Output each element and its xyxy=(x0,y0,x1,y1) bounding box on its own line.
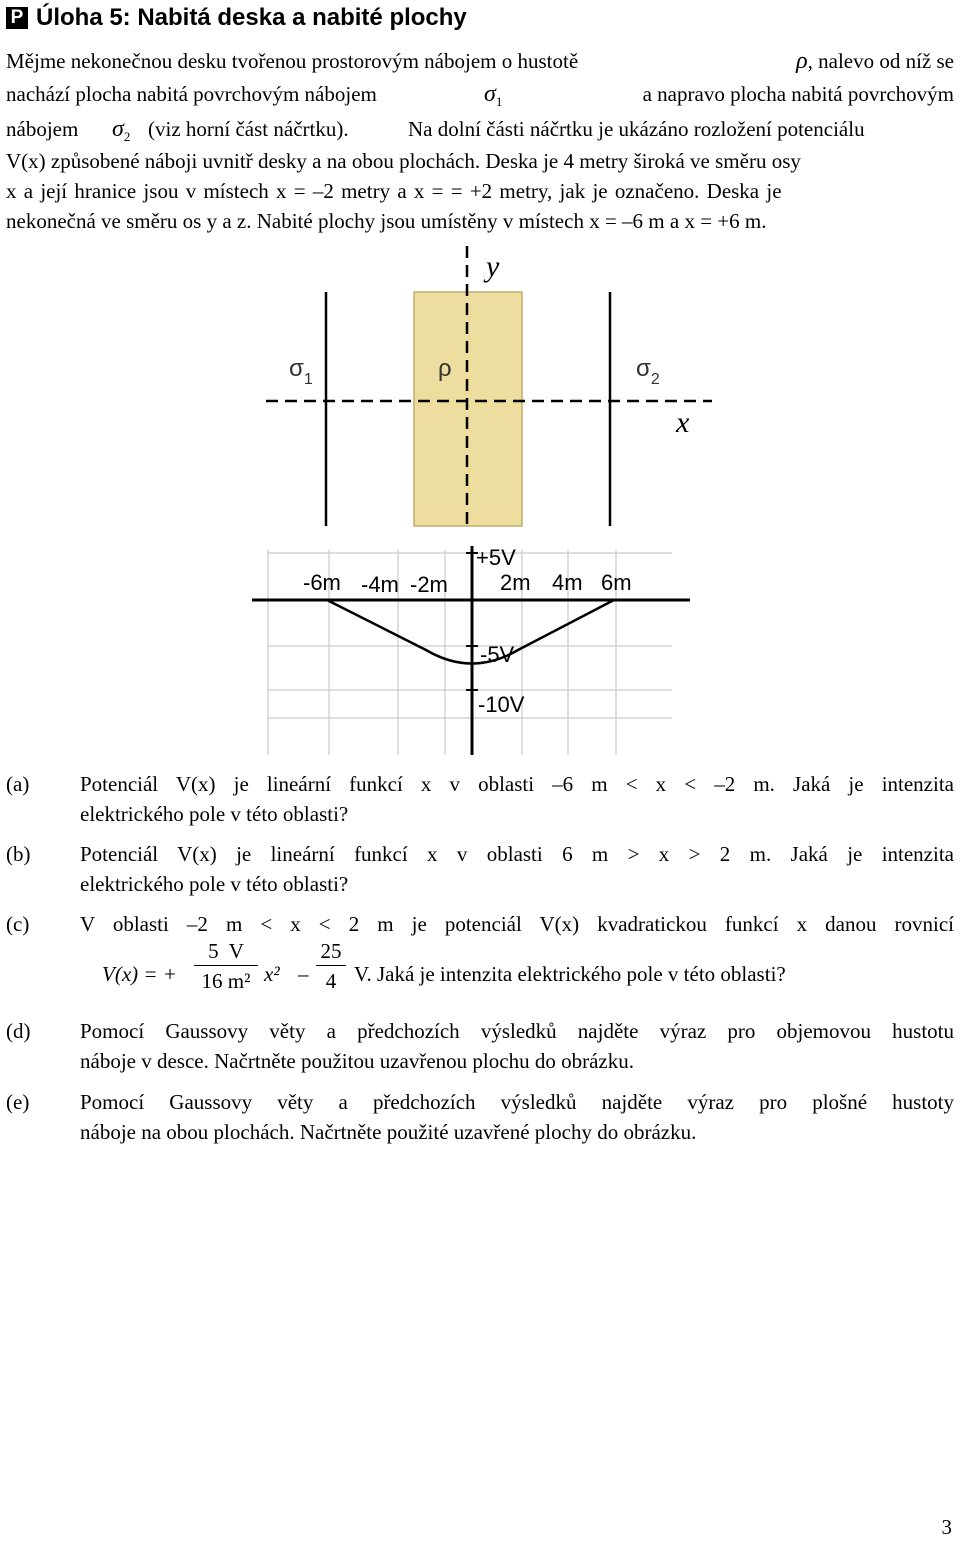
intro-line-2: nachází plocha nabitá povrchovým nábojem $\sigma_1$ a napravo plocha nabitá povrchovým xyxy=(6,81,954,110)
slab-diagram xyxy=(0,240,960,530)
question-e: (e) Pomocí Gaussovy věty a předchozích výsledků najděte výraz pro plošné hustoty náboje na obou plochách. Načrtněte použité uzavřené plochy do obrázku. xyxy=(6,1087,954,1149)
equation-c: V(x) = + $\frac{5 V}{\text{16 m²}}$ x² – $\frac{25}{4}$ V. Jaká je intenzita elektrického pole v této oblasti? xyxy=(102,937,922,1007)
question-c: (c) V oblasti –2 m < x < 2 m je potenciál V(x) kvadratickou funkcí x danou rovnicí V(x) = + $\frac{5 V}{\text{16 m²}}$ x² – $\frac{25}{4}$ V. Jaká je intenzita elektrického pole v této oblasti? xyxy=(6,909,954,1009)
intro-line-6: nekonečná ve směru os y a z. Nabité plochy jsou umístěny v místech x = –6 m a x = +6 m. xyxy=(6,209,767,233)
question-a: (a) Potenciál V(x) je lineární funkcí x v oblasti –6 m < x < –2 m. Jaká je intenzita elektrického pole v této oblasti? xyxy=(6,769,954,831)
y-axis-label: y xyxy=(486,250,500,283)
label-minus5v: -5V xyxy=(480,642,515,667)
sigma1-label: $\sigma_1$ xyxy=(289,355,313,388)
intro-line-4: V(x) způsobené náboji uvnitř desky a na obou plochách. Deska je 4 metry široká ve směru osy xyxy=(6,149,801,173)
label-minus10v: -10V xyxy=(478,692,525,717)
sigma1-symbol: σ xyxy=(484,81,496,107)
label-minus2m: -2m xyxy=(410,572,448,597)
question-d-tag: (d) xyxy=(6,1019,31,1043)
label-plus5v: +5V xyxy=(476,545,516,570)
sigma2-symbol: σ xyxy=(112,116,124,142)
question-e-tag: (e) xyxy=(6,1090,30,1114)
rho-symbol: ρ xyxy=(796,48,808,74)
label-plus6m: 6m xyxy=(601,570,632,595)
question-b-tag: (b) xyxy=(6,842,31,866)
intro-line-1: Mějme nekonečnou desku tvořenou prostorovým nábojem o hustotě ρ, nalevo od níž se xyxy=(6,48,954,74)
potential-diagram xyxy=(0,544,960,756)
intro-line-3: nábojem $\sigma_2$ (viz horní část náčrtku). Na dolní části náčrtku je ukázáno rozložení potenciálu xyxy=(6,116,865,145)
intro-line-5: x a její hranice jsou v místech x = –2 metry a x = = +2 metry, jak je označeno. Deska je xyxy=(6,179,782,203)
fraction-1: $\frac{5 V}{\text{16 m²}}$ xyxy=(194,937,258,996)
p-badge: P xyxy=(6,7,28,29)
label-plus2m: 2m xyxy=(500,570,531,595)
fraction-2: $\frac{25}{4}$ xyxy=(316,937,346,996)
rho-label: ρ xyxy=(438,355,452,382)
label-minus4m: -4m xyxy=(361,572,399,597)
sigma2-label: $\sigma_2$ xyxy=(636,355,660,388)
question-d: (d) Pomocí Gaussovy věty a předchozích výsledků najděte výraz pro objemovou hustotu náboje v desce. Načrtněte použitou uzavřenou plochu do obrázku. xyxy=(6,1016,954,1078)
question-b: (b) Potenciál V(x) je lineární funkcí x v oblasti 6 m > x > 2 m. Jaká je intenzita elektrického pole v této oblasti? xyxy=(6,839,954,901)
label-plus4m: 4m xyxy=(552,570,583,595)
task-heading xyxy=(6,2,467,34)
x-axis-label: x xyxy=(676,406,690,439)
question-c-tag: (c) xyxy=(6,912,30,936)
question-a-tag: (a) xyxy=(6,772,30,796)
task-title: Úloha 5: Nabitá deska a nabité plochy xyxy=(36,4,467,31)
label-minus6m: -6m xyxy=(303,570,341,595)
page-number: 3 xyxy=(941,1515,952,1539)
